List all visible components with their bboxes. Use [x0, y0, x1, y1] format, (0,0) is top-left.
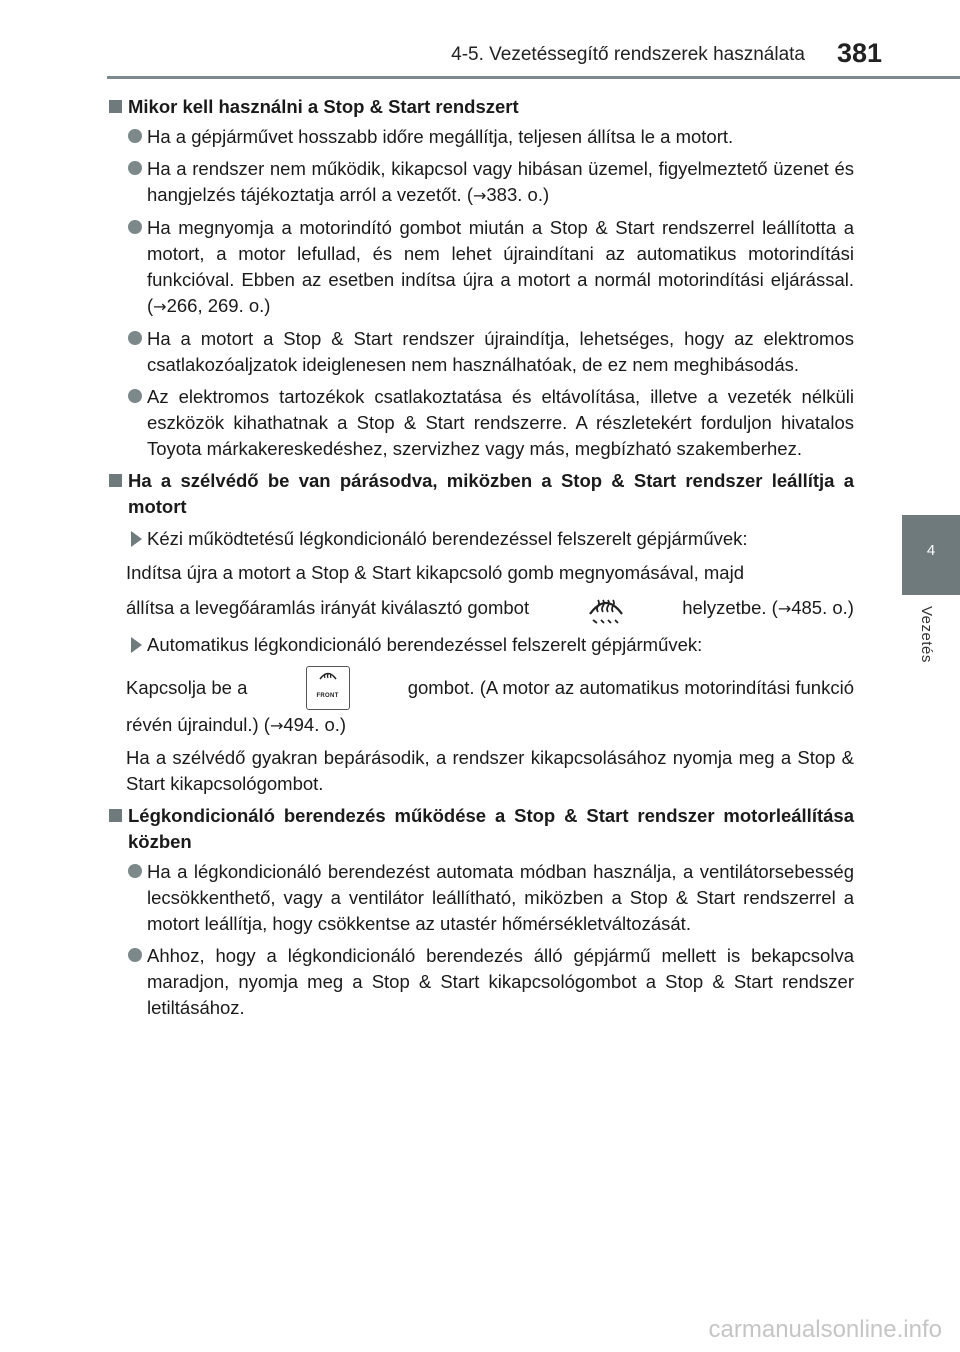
chapter-side-label-text: Vezetés — [918, 606, 935, 663]
page-reference-link[interactable]: 485. o.) — [791, 596, 854, 618]
chapter-side-label — [918, 606, 940, 686]
page-header — [0, 0, 960, 80]
header-rule — [107, 76, 960, 79]
page-number: 381 — [836, 38, 882, 68]
list-item: Ha a motort a Stop & Start rendszer újraindítja, lehetséges, hogy az elektromos csatlakozóaljzatok ideiglenesen nem használhatóak, de ez nem meghibásodás. — [107, 326, 854, 378]
paragraph: Indítsa újra a motort a Stop & Start kikapcsoló gomb megnyomásával, majd állítsa a levegőáramlás irányát kiválasztó gombot helyzetbe. (→485. o.) — [107, 560, 854, 626]
chapter-tab-number: 4 — [926, 542, 936, 559]
square-bullet-icon — [107, 94, 128, 120]
section-heading-1: Mikor kell használni a Stop & Start rendszert — [107, 94, 854, 120]
section-heading-2: Ha a szélvédő be van párásodva, miközben a Stop & Start rendszer leállítja a motort — [107, 468, 854, 520]
triangle-bullet-icon — [107, 526, 147, 554]
list-item: Ha a légkondicionáló berendezést automata módban használja, a ventilátorsebesség lecsökkenthető, vagy a ventilátor leállítható, miközben a Stop & Start rendszerrel a motort leállítja, hogy csökkentse az utastér hőmérsékletváltozását. — [107, 859, 854, 937]
arrow-icon: → — [777, 598, 792, 618]
list-item: Ahhoz, hogy a légkondicionáló berendezés álló gépjármű mellett is bekapcsolva maradjon, nyomja meg a Stop & Start kikapcsológombot a Stop & Start rendszer letiltásához. — [107, 943, 854, 1021]
circle-bullet-icon — [107, 326, 147, 378]
page-reference-link[interactable]: 383. o.) — [486, 184, 550, 205]
square-bullet-icon — [107, 803, 128, 855]
arrow-icon: → — [153, 297, 167, 316]
page-reference-link[interactable]: 266, 269. o.) — [166, 295, 271, 316]
chapter-tab[interactable] — [902, 515, 960, 595]
page-reference-link[interactable]: 494. o.) — [283, 714, 347, 735]
circle-bullet-icon — [107, 124, 147, 150]
list-item: Ha megnyomja a motorindító gombot miután a Stop & Start rendszerrel leállította a motort, a motor lefullad, és nem lehet újraindítani az automatikus motorindítási funkcióval. Ebben az esetben indítsa újra a motort a normál motorindítási eljárással. (→266, 269. o.) — [107, 215, 854, 320]
list-item: Ha a gépjárművet hosszabb időre megállítja, teljesen állítsa le a motort. — [107, 124, 854, 150]
sub-heading: Automatikus légkondicionáló berendezéssel felszerelt gépjárművek: — [107, 632, 854, 660]
square-bullet-icon — [107, 468, 128, 520]
circle-bullet-icon — [107, 384, 147, 462]
paragraph: Kapcsolja be a FRONT gombot. (A motor az automatikus motorindítási funkció révén újraindul.) (→494. o.) — [107, 666, 854, 739]
triangle-bullet-icon — [107, 632, 147, 660]
paragraph: Ha a szélvédő gyakran bepárásodik, a rendszer kikapcsolásához nyomja meg a Stop & Start kikapcsológombot. — [126, 747, 854, 794]
chapter-title: 4-5. Vezetéssegítő rendszerek használata — [451, 44, 805, 65]
circle-bullet-icon — [107, 859, 147, 937]
list-item: Az elektromos tartozékok csatlakoztatása és eltávolítása, illetve a vezeték nélküli eszközök kihathatnak a Stop & Start rendszerre. A részletekért forduljon hivatalos Toyota márkakereskedéshez, szervizhez vagy más, megbízható szakemberhez. — [107, 384, 854, 462]
arrow-icon: → — [269, 716, 284, 735]
windshield-defroster-icon — [587, 590, 625, 626]
front-defroster-button-icon: FRONT — [306, 666, 350, 710]
watermark: carmanualsonline.info — [708, 1316, 942, 1343]
arrow-icon: → — [472, 186, 487, 205]
list-item: Ha a rendszer nem működik, kikapcsol vagy hibásan üzemel, figyelmeztető üzenet és hangjelzés tájékoztatja arról a vezetőt. (→383. o.) — [107, 156, 854, 209]
page-content — [107, 90, 854, 1027]
sub-heading: Kézi működtetésű légkondicionáló berendezéssel felszerelt gépjárművek: — [107, 526, 854, 554]
circle-bullet-icon — [107, 156, 147, 209]
section-heading-3: Légkondicionáló berendezés működése a Stop & Start rendszer motorleállítása közben — [107, 803, 854, 855]
circle-bullet-icon — [107, 215, 147, 320]
circle-bullet-icon — [107, 943, 147, 1021]
